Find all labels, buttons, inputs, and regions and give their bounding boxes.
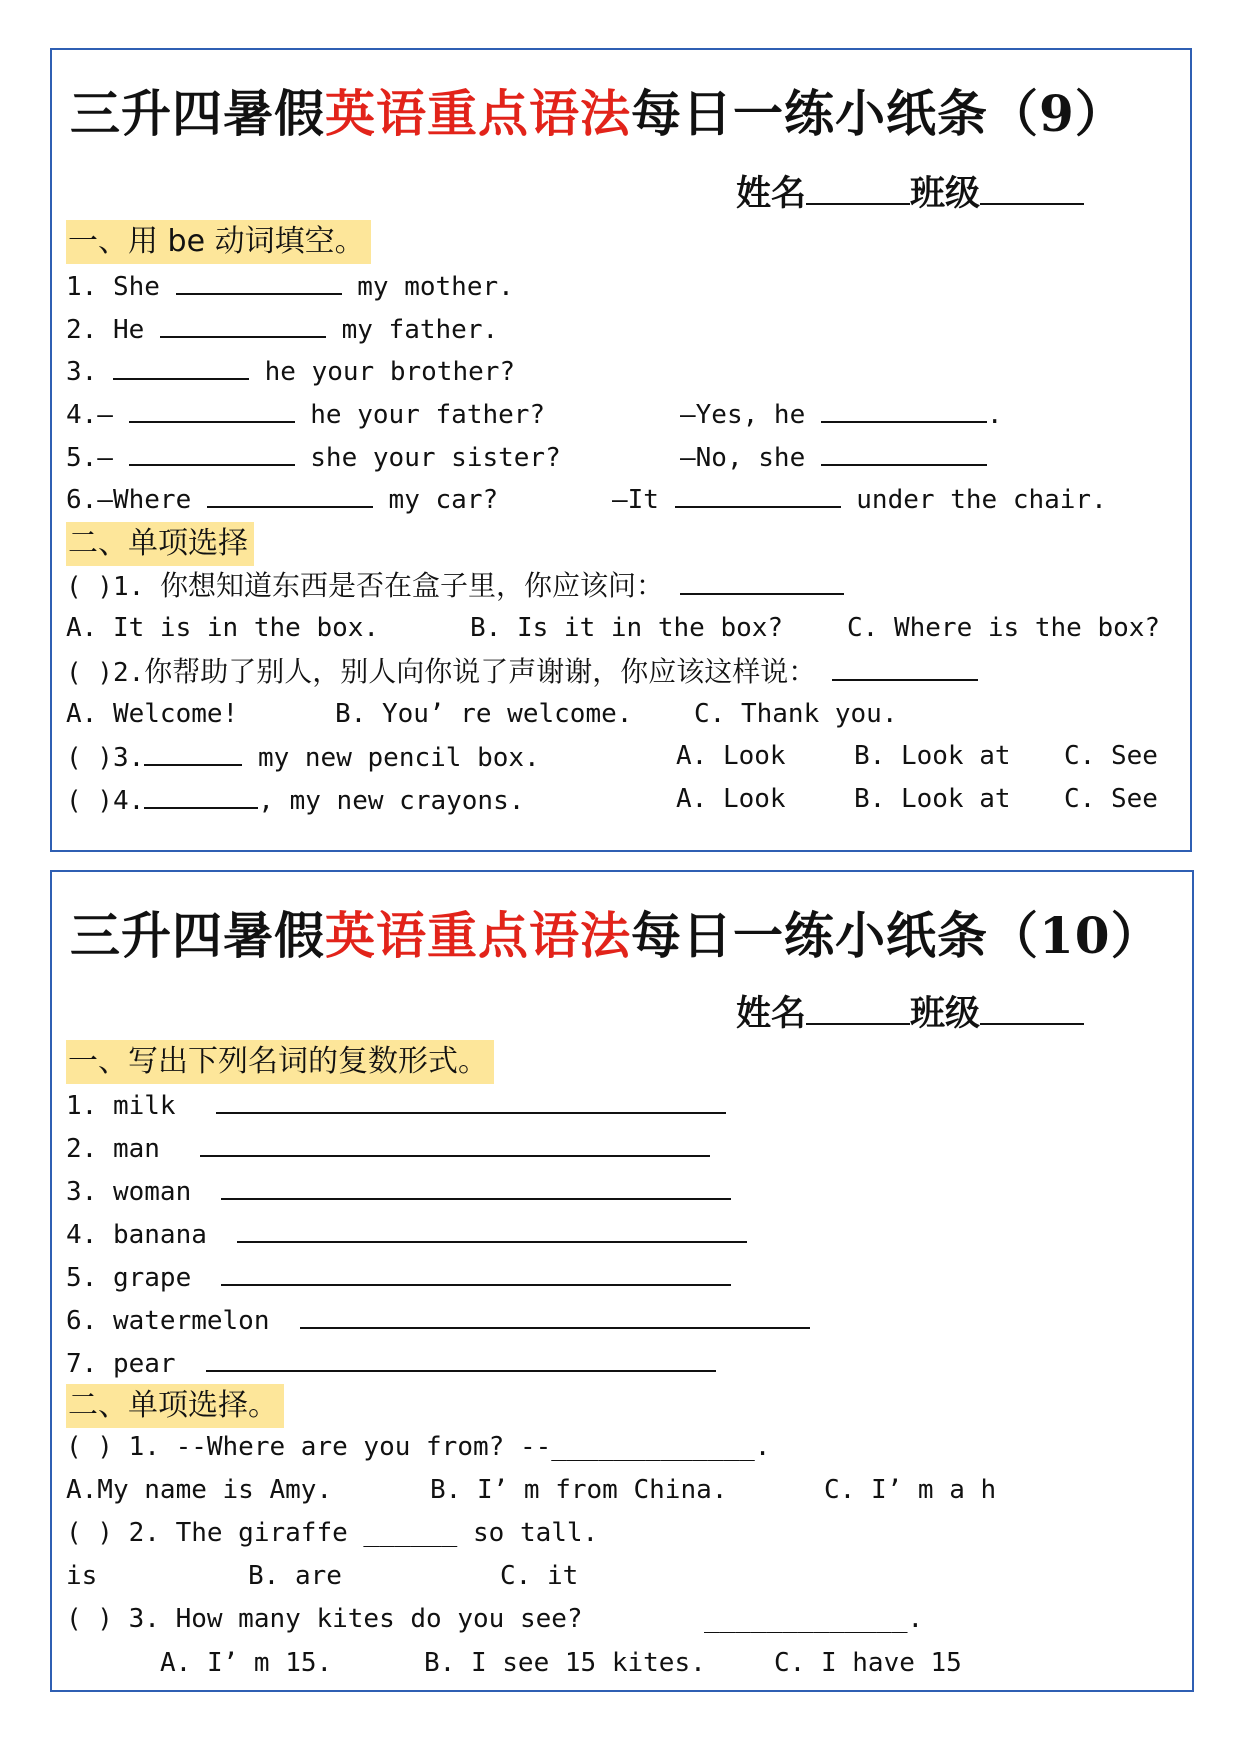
answer-paren: ( )3. xyxy=(66,743,145,773)
q-number: 4.— xyxy=(66,400,113,430)
option-a: A. Look xyxy=(676,784,786,814)
answer-blank[interactable] xyxy=(129,438,295,466)
worksheet-9 xyxy=(50,48,1192,852)
q-text: under the chair. xyxy=(856,485,1107,515)
title-prefix: 三升四暑假 xyxy=(70,906,325,965)
q-text: my car? xyxy=(388,485,499,515)
answer-blank[interactable] xyxy=(821,395,987,423)
question-4 xyxy=(66,395,545,433)
worksheet-10 xyxy=(50,870,1194,1692)
answer-blank[interactable] xyxy=(144,738,242,766)
q-text: —It xyxy=(612,485,659,515)
q-number: 6.—Where xyxy=(66,485,192,515)
mc-question-2 xyxy=(66,653,978,691)
q-number: 5.— xyxy=(66,443,113,473)
word-label: 5. grape xyxy=(66,1263,192,1293)
answer-blank[interactable]: _____________. xyxy=(704,1604,924,1634)
mc-question-1 xyxy=(66,567,844,605)
answer-blank[interactable] xyxy=(144,781,258,809)
plural-item-6 xyxy=(66,1301,810,1339)
question-6-reply xyxy=(612,480,1107,518)
question-4-reply xyxy=(680,395,1003,433)
word-label: 6. watermelon xyxy=(66,1306,270,1336)
answer-blank[interactable] xyxy=(176,267,342,295)
class-blank[interactable] xyxy=(980,993,1084,1025)
name-label: 姓名 xyxy=(736,173,807,214)
mc-options-1 xyxy=(66,610,379,646)
mc-question-3: ( ) 3. How many kites do you see? xyxy=(66,1604,583,1634)
name-class-row xyxy=(736,986,1084,1036)
option-c: C. Thank you. xyxy=(694,699,898,729)
q-text: —Yes, he xyxy=(680,400,806,430)
q-number: 1. xyxy=(66,272,98,302)
word-label: 2. man xyxy=(66,1134,160,1164)
answer-blank[interactable] xyxy=(200,1129,710,1157)
option-c: C. See xyxy=(1064,784,1158,814)
class-label: 班级 xyxy=(910,173,981,214)
answer-blank[interactable] xyxy=(207,480,373,508)
question-1 xyxy=(66,267,514,305)
answer-blank[interactable] xyxy=(221,1172,731,1200)
word-label: 1. milk xyxy=(66,1091,176,1121)
answer-blank[interactable] xyxy=(300,1301,810,1329)
answer-blank[interactable] xyxy=(675,480,841,508)
option-a: is xyxy=(66,1561,98,1591)
answer-paren: ( )2. xyxy=(66,658,145,688)
q-text: She xyxy=(112,272,160,302)
title-highlight: 英语重点语法 xyxy=(325,84,631,143)
option-b: B. You’ re welcome. xyxy=(335,699,633,729)
option-b: B. Look at xyxy=(854,741,1011,771)
section-heading: 二、单项选择 xyxy=(66,522,254,566)
mc-question-2: ( ) 2. The giraffe ______ so tall. xyxy=(66,1518,599,1548)
plural-item-2 xyxy=(66,1129,710,1167)
answer-blank[interactable] xyxy=(216,1086,726,1114)
word-label: 4. banana xyxy=(66,1220,207,1250)
plural-item-7 xyxy=(66,1344,716,1382)
option-b: B. Is it in the box? xyxy=(470,613,784,643)
answer-blank[interactable] xyxy=(821,438,987,466)
q-text: my new pencil box. xyxy=(257,743,540,773)
option-b: B. I’ m from China. xyxy=(430,1475,728,1505)
mc-options-2 xyxy=(66,696,238,732)
question-3 xyxy=(66,352,515,390)
class-label: 班级 xyxy=(910,993,981,1034)
q-text: 你帮助了别人，别人向你说了声谢谢，你应该这样说： xyxy=(144,655,817,688)
answer-blank[interactable] xyxy=(113,352,249,380)
q-number: 2. xyxy=(66,315,98,345)
mc-question-4 xyxy=(66,781,524,819)
q-text: my father. xyxy=(341,315,499,345)
answer-blank[interactable] xyxy=(237,1215,747,1243)
plural-item-3 xyxy=(66,1172,731,1210)
option-b: B. Look at xyxy=(854,784,1011,814)
answer-blank[interactable] xyxy=(832,653,978,681)
option-a: A. It is in the box. xyxy=(66,613,380,643)
section-heading: 二、单项选择。 xyxy=(66,1384,284,1428)
name-blank[interactable] xyxy=(806,173,910,205)
answer-blank[interactable] xyxy=(160,310,326,338)
name-label: 姓名 xyxy=(736,993,807,1034)
title-highlight: 英语重点语法 xyxy=(325,906,631,965)
question-6 xyxy=(66,480,498,518)
q-text: . xyxy=(986,400,1003,430)
q-number: 3. xyxy=(66,357,98,387)
question-2 xyxy=(66,310,498,348)
option-c: C. Where is the box? xyxy=(847,613,1161,643)
section-heading: 一、写出下列名词的复数形式。 xyxy=(66,1040,494,1084)
option-a: A. Welcome! xyxy=(66,699,239,729)
answer-paren: ( )1. xyxy=(66,572,145,602)
q-text: , my new crayons. xyxy=(258,786,525,816)
q-text: my mother. xyxy=(357,272,514,302)
option-c: C. See xyxy=(1064,741,1158,771)
answer-blank[interactable] xyxy=(129,395,295,423)
q-text: he your father? xyxy=(310,400,546,430)
question-5-reply xyxy=(680,438,987,476)
option-b: B. are xyxy=(248,1561,342,1591)
class-blank[interactable] xyxy=(980,173,1084,205)
plural-item-4 xyxy=(66,1215,747,1253)
title-prefix: 三升四暑假 xyxy=(70,84,325,143)
option-a: A.My name is Amy. xyxy=(66,1475,333,1505)
q-text: —No, she xyxy=(680,443,806,473)
worksheet-title xyxy=(70,896,1162,968)
mc-question-1: ( ) 1. --Where are you from? --_____________. xyxy=(66,1432,771,1462)
q-text: she your sister? xyxy=(310,443,561,473)
option-b: B. I see 15 kites. xyxy=(424,1648,706,1678)
word-label: 7. pear xyxy=(66,1349,176,1379)
option-a: A. Look xyxy=(676,741,786,771)
name-class-row xyxy=(736,166,1084,216)
option-a: A. I’ m 15. xyxy=(160,1648,333,1678)
answer-blank[interactable] xyxy=(206,1344,716,1372)
option-c: C. I have 15 xyxy=(774,1648,962,1678)
answer-blank[interactable] xyxy=(680,567,844,595)
q-text: He xyxy=(112,315,145,345)
plural-item-1 xyxy=(66,1086,726,1124)
question-5 xyxy=(66,438,561,476)
title-suffix: 每日一练小纸条（9） xyxy=(631,84,1126,143)
worksheet-title xyxy=(70,74,1126,146)
option-c: C. it xyxy=(500,1561,579,1591)
q-text: 你想知道东西是否在盒子里，你应该问： xyxy=(159,569,664,602)
plural-item-5 xyxy=(66,1258,731,1296)
section-heading: 一、用 be 动词填空。 xyxy=(66,220,371,264)
word-label: 3. woman xyxy=(66,1177,192,1207)
q-text: he your brother? xyxy=(264,357,516,387)
answer-blank[interactable] xyxy=(221,1258,731,1286)
name-blank[interactable] xyxy=(806,993,910,1025)
option-c: C. I’ m a h xyxy=(824,1475,997,1505)
mc-question-3 xyxy=(66,738,540,776)
answer-paren: ( )4. xyxy=(66,786,145,816)
title-suffix: 每日一练小纸条（10） xyxy=(631,906,1162,965)
